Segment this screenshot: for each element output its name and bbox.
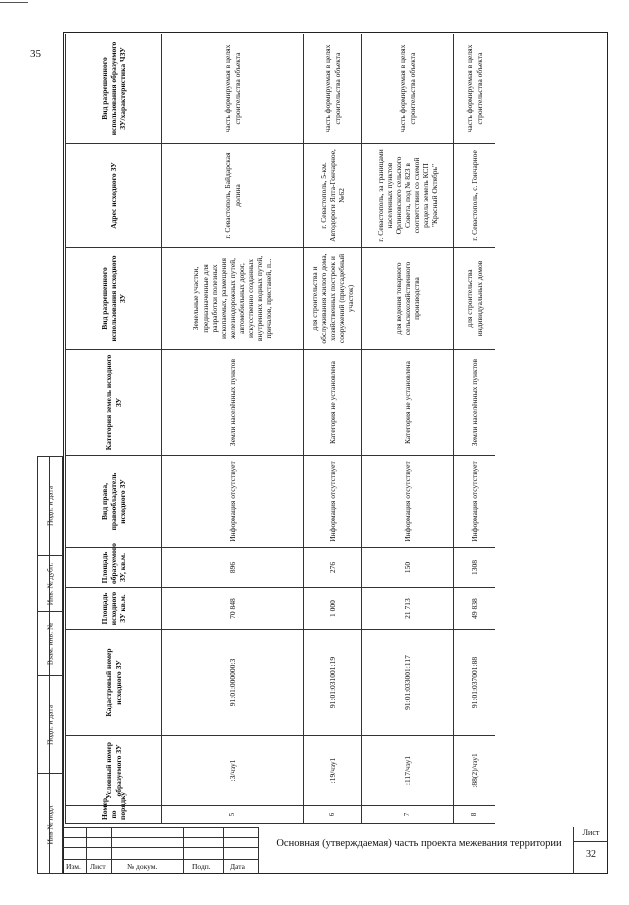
side-stamp-label: Инв № подл (45, 805, 55, 844)
table-row (162, 34, 304, 824)
document-title: Основная (утверждаемая) часть проекта межевания территории (276, 838, 562, 849)
header-cell: Вид разрешенного использования исходного ЗУ (66, 248, 162, 350)
cell-cad: 91:01:033001:117 (362, 630, 454, 736)
page-number: 35 (30, 48, 41, 60)
cell-area-src: 1 000 (304, 588, 362, 630)
sheet-number: 32 (586, 849, 596, 860)
header-cell: Кадастровый номер исходного ЗУ (66, 630, 162, 736)
revision-grid (63, 827, 259, 874)
cell-use-src: для строительства и обслуживания жилого дома, хозяйственных построек и сооружений (приусадебный участок) (304, 248, 362, 350)
table-viewport (65, 34, 495, 824)
table-row (304, 34, 362, 824)
revision-col-rule (86, 827, 87, 874)
cell-cad: 91:01:000000:3 (162, 630, 304, 736)
cell-area-new: 276 (304, 548, 362, 588)
row-number: 6 (304, 806, 362, 824)
cell-cat: Категория не установлена (362, 350, 454, 456)
header-cell: Вид разрешенного использования образуемого ЗУ/характеристика ЧЗУ (66, 34, 162, 144)
table-header-row (66, 34, 162, 824)
cell-cad: 91:01:037001:88 (454, 630, 496, 736)
cell-area-new: 896 (162, 548, 304, 588)
side-stamp-inner-rule (49, 456, 63, 874)
header-cell: Площадь образуемого ЗУ, кв.м. (66, 548, 162, 588)
sheet-label: Лист (574, 828, 608, 842)
cell-area-src: 70 848 (162, 588, 304, 630)
cell-area-src: 49 838 (454, 588, 496, 630)
col-label-date: Дата (230, 862, 245, 871)
cell-addr: г. Севастополь, за границами населенных пунктов Орлиновского сельского Совета, под № 823 в соответствии со схемой раздела земель КСП "Красный Октябрь" (362, 144, 454, 248)
table-row (362, 34, 454, 824)
side-stamp-label: Инв. № дубл. (45, 562, 55, 605)
header-cell: Адрес исходного ЗУ (66, 144, 162, 248)
side-stamp-label: Подп. и дата (45, 485, 55, 527)
cell-use-new: часть формируемая в целях строительства объекта (304, 34, 362, 144)
cell-use-src: для ведения товарного сельскохозяйственного производства (362, 248, 454, 350)
row-number: 8 (454, 806, 496, 824)
cell-use-new: часть формируемая в целях строительства объекта (362, 34, 454, 144)
cell-use-src: для строительства индивидуальных домов (454, 248, 496, 350)
cell-area-new: 150 (362, 548, 454, 588)
revision-col-rule (223, 827, 224, 874)
cell-use-new: часть формируемая в целях строительства объекта (162, 34, 304, 144)
cell-cond: :88(2)/чзу1 (454, 736, 496, 806)
title-block (63, 827, 608, 874)
cell-cat: Земли населённых пунктов (454, 350, 496, 456)
revision-col-rule (111, 827, 112, 874)
side-stamp-label: Взам. инв. № (45, 622, 55, 665)
col-label-izm: Изм. (66, 862, 81, 871)
cell-addr: г. Севастополь, с. Гончарное (454, 144, 496, 248)
sheet-box (573, 827, 608, 874)
row-number: 7 (362, 806, 454, 824)
cell-addr: г. Севастополь, Байдарская долина (162, 144, 304, 248)
cell-area-new: 1308 (454, 548, 496, 588)
cell-cat: Земли населённых пунктов (162, 350, 304, 456)
cell-right: Информация отсутствует (454, 456, 496, 548)
header-rule (0, 2, 28, 3)
cell-cad: 91:01:031001:19 (304, 630, 362, 736)
table-rotator (65, 34, 495, 824)
header-cell: Категория земель исходного ЗУ (66, 350, 162, 456)
header-cell: Условный номер образуемого ЗУ (66, 736, 162, 806)
cell-use-src: Земельные участки, предназначенные для разработки полезных ископаемых, размещения железнодорожных путей, автомобильных дорог, искусственно созданных внутренних водных путей, причалов, пристаней, п... (162, 248, 304, 350)
cell-cond: :117/чзу1 (362, 736, 454, 806)
cell-area-src: 21 713 (362, 588, 454, 630)
revision-col-rule (183, 827, 184, 874)
cell-right: Информация отсутствует (362, 456, 454, 548)
cell-addr: г. Севастополь, 5-км. Автодороги Ялта-Гончарное, №62 (304, 144, 362, 248)
col-label-list: Лист (90, 862, 106, 871)
revision-row (63, 847, 259, 859)
cell-right: Информация отсутствует (162, 456, 304, 548)
header-cell: Площадь исходного ЗУ кв.м. (66, 588, 162, 630)
row-number: 5 (162, 806, 304, 824)
side-stamp-label: Подп. и дата (45, 704, 55, 745)
cell-cat: Категория не установлена (304, 350, 362, 456)
table-row (454, 34, 496, 824)
land-plots-table (65, 34, 495, 824)
cell-cond: :19/чзу1 (304, 736, 362, 806)
col-label-doc: № докум. (127, 862, 158, 871)
header-cell: Вид права, правообладатель исходного ЗУ (66, 456, 162, 548)
cell-use-new: часть формируемая в целях строительства объекта (454, 34, 496, 144)
cell-right: Информация отсутствует (304, 456, 362, 548)
header-cell: Номер по порядку (66, 806, 162, 824)
col-label-sign: Подп. (192, 862, 211, 871)
cell-cond: :3/чзу1 (162, 736, 304, 806)
